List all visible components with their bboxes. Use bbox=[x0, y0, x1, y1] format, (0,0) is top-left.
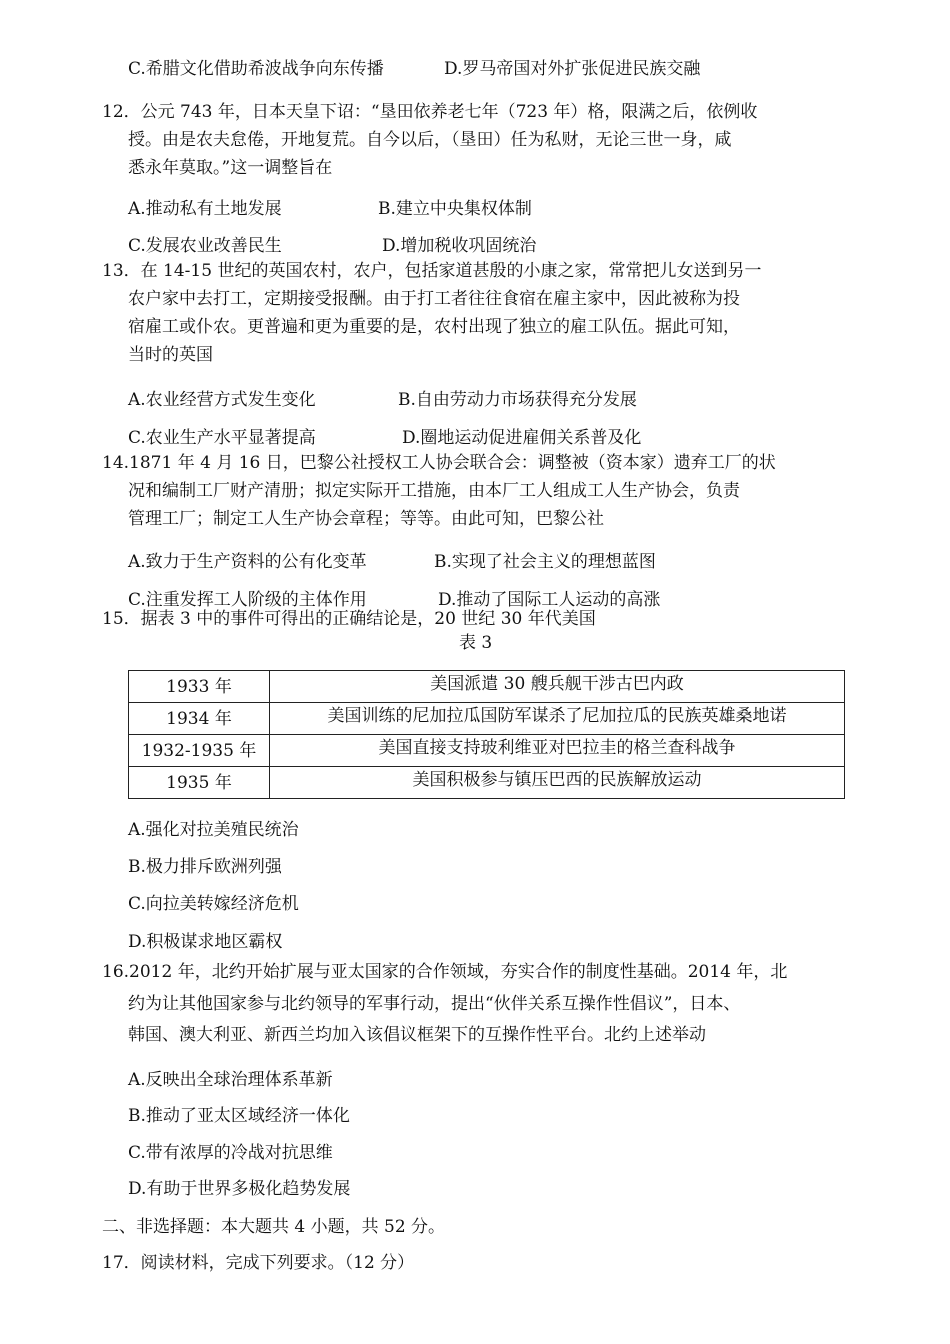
q16-stem-line-2: 约为让其他国家参与北约领导的军事行动，提出“伙伴关系互操作性倡议”，日本、 bbox=[128, 994, 741, 1014]
q13-option-c: C.农业生产水平显著提高 bbox=[128, 428, 316, 448]
q11-option-d: D.罗马帝国对外扩张促进民族交融 bbox=[444, 59, 701, 79]
q13-stem-line-4: 当时的英国 bbox=[128, 345, 213, 365]
table-row bbox=[129, 671, 845, 703]
q12-stem-line-1: 12．公元 743 年，日本天皇下诏：“垦田依养老七年（723 年）格，限满之后，依例收 bbox=[102, 102, 758, 122]
table-3-title: 表 3 bbox=[459, 633, 493, 653]
q14-stem-line-3: 管理工厂；制定工人生产协会章程；等等。由此可知，巴黎公社 bbox=[128, 509, 604, 529]
q14-option-c: C.注重发挥工人阶级的主体作用 bbox=[128, 590, 367, 610]
q14-stem-line-1: 14.1871 年 4 月 16 日，巴黎公社授权工人协会联合会：调整被（资本家）遗弃工厂的状 bbox=[102, 453, 776, 473]
table-cell-year: 1933 年 bbox=[129, 671, 270, 703]
q13-option-b: B.自由劳动力市场获得充分发展 bbox=[398, 390, 637, 410]
q12-option-d: D.增加税收巩固统治 bbox=[382, 236, 537, 256]
q14-option-b: B.实现了社会主义的理想蓝图 bbox=[434, 552, 656, 572]
table-row bbox=[129, 735, 845, 767]
q14-stem-line-2: 况和编制工厂财产清册；拟定实际开工措施，由本厂工人组成工人生产协会，负责 bbox=[128, 481, 740, 501]
q11-option-c: C.希腊文化借助希波战争向东传播 bbox=[128, 59, 384, 79]
q14-option-d: D.推动了国际工人运动的高涨 bbox=[438, 590, 661, 610]
q12-option-a: A.推动私有土地发展 bbox=[128, 199, 282, 219]
q13-stem-line-2: 农户家中去打工，定期接受报酬。由于打工者往往食宿在雇主家中，因此被称为投 bbox=[128, 289, 740, 309]
table-cell-year: 1932-1935 年 bbox=[129, 735, 270, 767]
q12-stem-line-2: 授。由是农夫怠倦，开地复荒。自今以后，（垦田）任为私财，无论三世一身，咸 bbox=[128, 130, 732, 150]
table-row bbox=[129, 767, 845, 799]
q15-option-a: A.强化对拉美殖民统治 bbox=[128, 820, 299, 840]
q14-option-a: A.致力于生产资料的公有化变革 bbox=[128, 552, 367, 572]
q16-stem-line-1: 16.2012 年，北约开始扩展与亚太国家的合作领域，夯实合作的制度性基础。2014 年，北 bbox=[102, 962, 788, 982]
q16-stem-line-3: 韩国、澳大利亚、新西兰均加入该倡议框架下的互操作性平台。北约上述举动 bbox=[128, 1025, 706, 1045]
q16-option-c: C.带有浓厚的冷战对抗思维 bbox=[128, 1143, 333, 1163]
q12-option-c: C.发展农业改善民生 bbox=[128, 236, 282, 256]
table-cell-year: 1935 年 bbox=[129, 767, 270, 799]
q16-option-b: B.推动了亚太区域经济一体化 bbox=[128, 1106, 350, 1126]
table-row bbox=[129, 703, 845, 735]
q13-option-d: D.圈地运动促进雇佣关系普及化 bbox=[402, 428, 642, 448]
q13-option-a: A.农业经营方式发生变化 bbox=[128, 390, 316, 410]
q15-option-d: D.积极谋求地区霸权 bbox=[128, 932, 283, 952]
table-cell-event: 美国派遣 30 艘兵舰干涉古巴内政 bbox=[270, 671, 845, 703]
q12-stem-line-3: 悉永年莫取。”这一调整旨在 bbox=[128, 158, 333, 178]
table-cell-event: 美国直接支持玻利维亚对巴拉圭的格兰查科战争 bbox=[270, 735, 845, 767]
q13-stem-line-1: 13．在 14-15 世纪的英国农村，农户，包括家道甚殷的小康之家，常常把儿女送到另一 bbox=[102, 261, 762, 281]
table-cell-event: 美国积极参与镇压巴西的民族解放运动 bbox=[270, 767, 845, 799]
q15-stem: 15．据表 3 中的事件可得出的正确结论是，20 世纪 30 年代美国 bbox=[102, 609, 596, 629]
table-cell-event: 美国训练的尼加拉瓜国防军谋杀了尼加拉瓜的民族英雄桑地诺 bbox=[270, 703, 845, 735]
table-cell-year: 1934 年 bbox=[129, 703, 270, 735]
q17-stem: 17．阅读材料，完成下列要求。（12 分） bbox=[102, 1253, 415, 1273]
q16-option-a: A.反映出全球治理体系革新 bbox=[128, 1070, 333, 1090]
q15-option-b: B.极力排斥欧洲列强 bbox=[128, 857, 282, 877]
section-2-heading: 二、非选择题：本大题共 4 小题，共 52 分。 bbox=[102, 1217, 446, 1237]
q13-stem-line-3: 宿雇工或仆农。更普遍和更为重要的是，农村出现了独立的雇工队伍。据此可知， bbox=[128, 317, 740, 337]
table-3 bbox=[128, 670, 845, 799]
q12-option-b: B.建立中央集权体制 bbox=[378, 199, 532, 219]
q16-option-d: D.有助于世界多极化趋势发展 bbox=[128, 1179, 351, 1199]
q15-option-c: C.向拉美转嫁经济危机 bbox=[128, 894, 299, 914]
